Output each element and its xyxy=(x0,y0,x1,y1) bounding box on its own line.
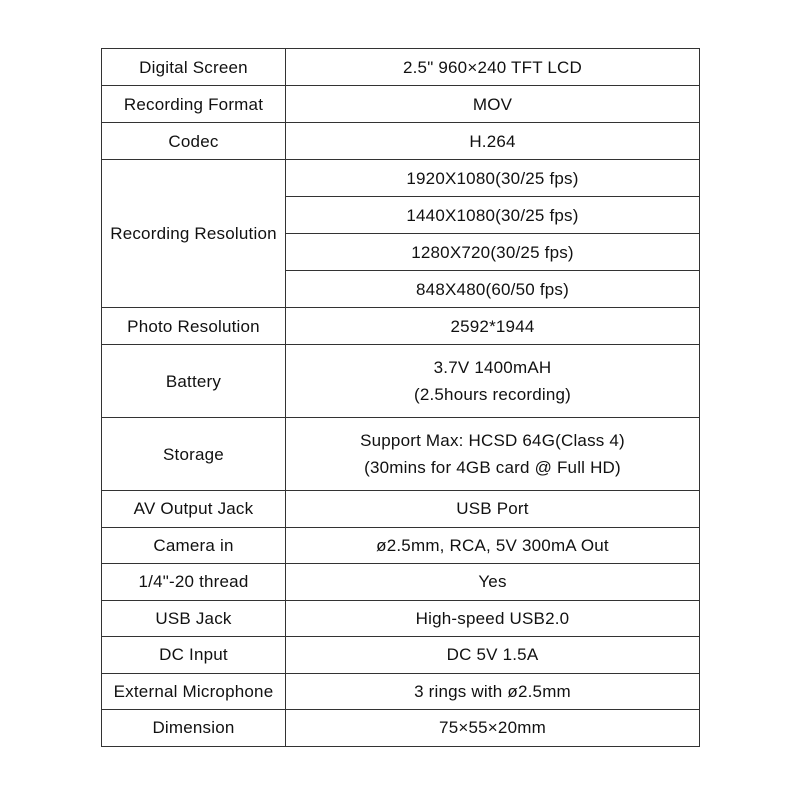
spec-value-dc-input: DC 5V 1.5A xyxy=(286,637,700,674)
spec-label-codec: Codec xyxy=(102,123,286,160)
spec-value-recording-resolution-4: 848X480(60/50 fps) xyxy=(286,271,700,308)
spec-value-battery xyxy=(286,345,700,418)
table-row xyxy=(102,564,700,601)
spec-value-usb-jack: High-speed USB2.0 xyxy=(286,600,700,637)
spec-value-photo-resolution: 2592*1944 xyxy=(286,308,700,345)
spec-label-battery: Battery xyxy=(102,345,286,418)
spec-value-storage-line-1: Support Max: HCSD 64G(Class 4) xyxy=(360,431,625,450)
table-row xyxy=(102,49,700,86)
spec-value-storage xyxy=(286,418,700,491)
spec-label-photo-resolution: Photo Resolution xyxy=(102,308,286,345)
table-row xyxy=(102,86,700,123)
spec-value-external-microphone: 3 rings with ø2.5mm xyxy=(286,673,700,710)
spec-label-recording-resolution: Recording Resolution xyxy=(102,160,286,308)
table-row xyxy=(102,710,700,747)
spec-value-codec: H.264 xyxy=(286,123,700,160)
spec-value-battery-line-2: (2.5hours recording) xyxy=(413,385,572,404)
table-row xyxy=(102,345,700,418)
spec-value-thread: Yes xyxy=(286,564,700,601)
spec-label-storage: Storage xyxy=(102,418,286,491)
spec-value-storage-line-2: (30mins for 4GB card @ Full HD) xyxy=(364,458,621,477)
spec-label-thread: 1/4"-20 thread xyxy=(102,564,286,601)
table-row xyxy=(102,637,700,674)
spec-label-dc-input: DC Input xyxy=(102,637,286,674)
table-row xyxy=(102,491,700,528)
spec-value-dimension: 75×55×20mm xyxy=(286,710,700,747)
table-row xyxy=(102,600,700,637)
spec-label-recording-format: Recording Format xyxy=(102,86,286,123)
spec-value-camera-in: ø2.5mm, RCA, 5V 300mA Out xyxy=(286,527,700,564)
spec-value-recording-resolution-2: 1440X1080(30/25 fps) xyxy=(286,197,700,234)
table-row xyxy=(102,527,700,564)
table-row xyxy=(102,418,700,491)
table-row xyxy=(102,160,700,197)
spec-label-dimension: Dimension xyxy=(102,710,286,747)
spec-value-recording-resolution-1: 1920X1080(30/25 fps) xyxy=(286,160,700,197)
spec-value-recording-format: MOV xyxy=(286,86,700,123)
spec-table xyxy=(101,48,700,747)
table-row xyxy=(102,123,700,160)
spec-label-av-output-jack: AV Output Jack xyxy=(102,491,286,528)
spec-value-recording-resolution-3: 1280X720(30/25 fps) xyxy=(286,234,700,271)
spec-value-av-output-jack: USB Port xyxy=(286,491,700,528)
table-row xyxy=(102,673,700,710)
table-row xyxy=(102,308,700,345)
spec-label-camera-in: Camera in xyxy=(102,527,286,564)
spec-value-battery-line-1: 3.7V 1400mAH xyxy=(433,358,552,377)
spec-value-digital-screen: 2.5" 960×240 TFT LCD xyxy=(286,49,700,86)
spec-label-external-microphone: External Microphone xyxy=(102,673,286,710)
spec-label-usb-jack: USB Jack xyxy=(102,600,286,637)
spec-label-digital-screen: Digital Screen xyxy=(102,49,286,86)
